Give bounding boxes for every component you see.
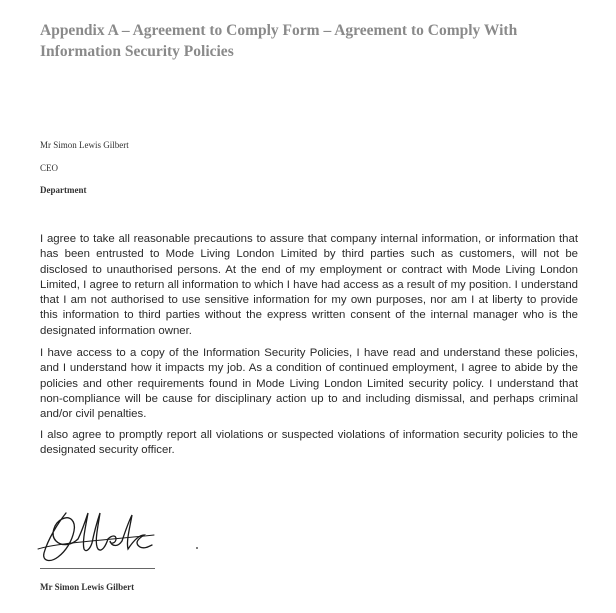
page-title: Appendix A – Agreement to Comply Form – Agreement to Comply With Information Security Policies <box>40 22 518 60</box>
paragraph-reporting: I also agree to promptly report all violations or suspected violations of information security policies to the designated security officer. <box>40 429 578 457</box>
department-label: Department <box>40 185 87 195</box>
signature-line <box>40 568 155 569</box>
recipient-name: Mr Simon Lewis Gilbert <box>40 140 129 150</box>
recipient-title: CEO <box>40 163 58 173</box>
paragraph-policies: I have access to a copy of the Information Security Policies, I have read and understand these policies, and I understand how it impacts my job. As a condition of continued employment, I agree to abide by the policies and other requirements found in Mode Living London Limited security policy. I understand that non-compliance will be cause for disciplinary action up to and including dismissal, and perhaps criminal and/or civil penalties. <box>40 347 578 421</box>
handwritten-signature <box>36 505 166 567</box>
paragraph-confidentiality: I agree to take all reasonable precautions to assure that company internal information, or information that has been entrusted to Mode Living London Limited by third parties such as customers, will not be disclosed to unauthorised persons. At the end of my employment or contract with Mode Living London Limited, I agree to return all information to which I have had access as a result of my position. I understand that I am not authorised to use sensitive information for my own purposes, nor am I at liberty to provide this information to third parties without the express written consent of the internal manager who is the designated information owner. <box>40 233 578 337</box>
ink-dot <box>196 547 198 549</box>
signatory-name: Mr Simon Lewis Gilbert <box>40 582 135 592</box>
